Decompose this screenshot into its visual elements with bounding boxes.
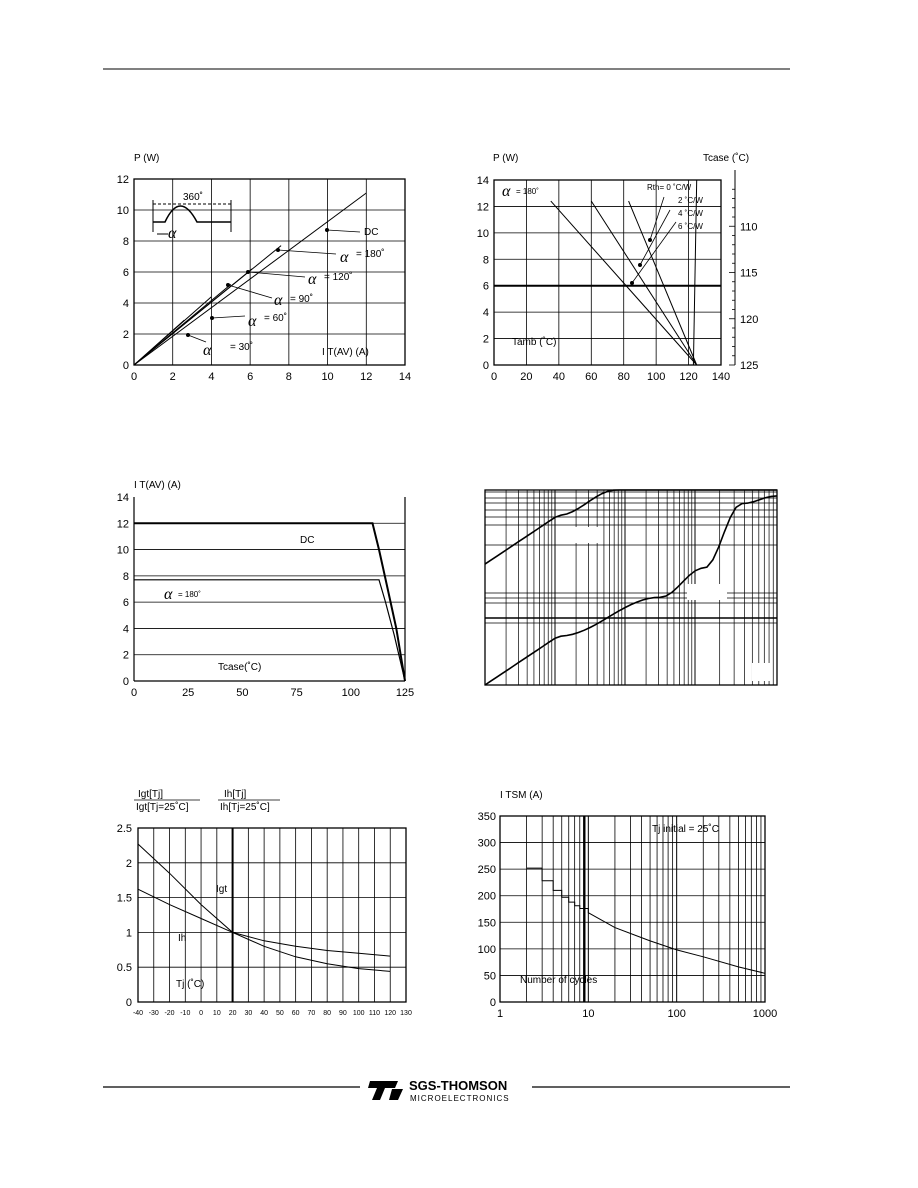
c1-series-line xyxy=(134,284,231,365)
c1-series-line xyxy=(134,320,184,365)
x-tick-label: 100 xyxy=(341,687,360,699)
x-tick-label: 80 xyxy=(617,371,630,383)
y-tick-label: 10 xyxy=(116,205,129,217)
c5-label-igt: Igt xyxy=(216,884,228,895)
y-tick-label: 4 xyxy=(122,298,129,310)
c1-arrow-head xyxy=(186,333,190,337)
y2-tick-label: 110 xyxy=(740,221,758,234)
x-tick-label: 30 xyxy=(244,1010,253,1017)
x-tick-label: 10 xyxy=(212,1010,221,1017)
c1-arrow-head xyxy=(246,270,250,274)
x-tick-label: 12 xyxy=(360,371,373,383)
c5-ylabel-ih: Ih[Tj] xyxy=(224,789,247,800)
c1-alpha-symbol: α xyxy=(308,271,317,288)
y-tick-label: 4 xyxy=(482,307,489,320)
c3-series-line xyxy=(134,580,405,681)
y-tick-label: 12 xyxy=(116,174,129,186)
x-tick-label: 80 xyxy=(323,1010,332,1017)
x-tick-label: 0 xyxy=(130,371,138,383)
c2-leader-line xyxy=(640,210,670,265)
chart-itsm-vs-cycles xyxy=(478,790,778,1020)
x-tick-label: 25 xyxy=(182,687,195,699)
c1-ylabel: P (W) xyxy=(134,153,160,164)
x-tick-label: 1000 xyxy=(752,1008,778,1020)
chart-current-vs-tcase xyxy=(117,480,414,699)
c1-alpha-symbol: α xyxy=(340,249,349,266)
c1-arrow-head xyxy=(210,316,214,320)
x-tick-label: 8 xyxy=(285,371,292,383)
c5-frame xyxy=(138,828,406,1002)
y-tick-label: 50 xyxy=(483,970,496,983)
c2-series-line xyxy=(693,180,696,365)
y-tick-label: 10 xyxy=(116,544,129,557)
x-tick-label: 20 xyxy=(228,1010,237,1017)
x-tick-label: 75 xyxy=(290,687,303,699)
c2-annotation: = 180˚ xyxy=(516,187,539,196)
x-tick-label: 120 xyxy=(679,371,698,383)
y-tick-label: 250 xyxy=(477,864,496,877)
brand-subname: MICROELECTRONICS xyxy=(410,1094,510,1103)
x-tick-label: 40 xyxy=(552,371,565,383)
c1-curve-label: DC xyxy=(364,227,379,238)
c6-annotation: Tj initial = 25˚C xyxy=(652,824,719,835)
c6-series-line xyxy=(527,868,765,973)
c4-series-line xyxy=(485,490,777,564)
c6-xlabel: Number of cycles xyxy=(520,975,598,986)
chart-igt-ih-vs-tj xyxy=(117,789,412,1017)
y-tick-label: 2 xyxy=(482,333,489,346)
y-tick-label: 0.5 xyxy=(116,962,132,975)
y-tick-label: 6 xyxy=(482,280,489,293)
c1-leader-line xyxy=(212,316,245,318)
c1-alpha-symbol: α xyxy=(274,292,283,309)
x-tick-label: -40 xyxy=(132,1010,144,1017)
x-tick-label: 0 xyxy=(199,1010,204,1017)
c1-arrow-head xyxy=(325,228,329,232)
c2-arrow-head xyxy=(630,281,634,285)
x-tick-label: 100 xyxy=(646,371,666,383)
y-tick-label: 300 xyxy=(477,837,496,850)
x-tick-label: 10 xyxy=(321,371,334,383)
c5-label-ih: Ih xyxy=(178,933,187,944)
y-tick-label: 12 xyxy=(116,518,129,531)
y-tick-label: 0 xyxy=(125,997,132,1009)
y-tick-label: 1 xyxy=(125,927,132,940)
st-logo xyxy=(368,1081,403,1100)
x-tick-label: 50 xyxy=(275,1010,284,1017)
c2-xlabel: Tamb (˚C) xyxy=(512,337,557,348)
y-tick-label: 8 xyxy=(482,254,489,267)
y-tick-label: 0 xyxy=(482,360,489,372)
y-tick-label: 200 xyxy=(477,890,496,903)
c3-label-dc: DC xyxy=(300,535,315,546)
x-tick-label: 125 xyxy=(395,687,415,699)
x-tick-label: -20 xyxy=(164,1010,175,1017)
c2-rth-6: 6 ˚C/W xyxy=(678,222,703,231)
x-tick-label: 14 xyxy=(398,371,412,383)
c5-ylabel-igt: Igt[Tj] xyxy=(138,789,164,800)
chart-power-vs-current xyxy=(117,153,411,383)
y-tick-label: 150 xyxy=(477,917,496,930)
y2-tick-label: 120 xyxy=(740,313,759,326)
y-tick-label: 14 xyxy=(116,492,129,504)
y-tick-label: 2 xyxy=(122,649,129,662)
brand-name: SGS-THOMSON xyxy=(409,1078,508,1093)
c2-leader-line xyxy=(632,222,676,283)
x-tick-label: 0 xyxy=(490,371,498,383)
x-tick-label: 4 xyxy=(208,371,215,383)
y-tick-label: 8 xyxy=(122,236,129,248)
y2-tick-label: 115 xyxy=(740,267,758,280)
c2-ylabel: P (W) xyxy=(493,153,519,164)
y-tick-label: 0 xyxy=(489,997,496,1009)
y-tick-label: 1.5 xyxy=(116,892,132,905)
y2-tick-label: 125 xyxy=(740,360,759,372)
c1-waveform-alpha: α xyxy=(168,225,177,242)
c5-ylabel-igt-den: Igt[Tj=25˚C] xyxy=(136,802,189,813)
y-tick-label: 12 xyxy=(476,201,489,214)
c1-leader-line xyxy=(188,335,206,342)
x-tick-label: 0 xyxy=(130,687,138,699)
x-tick-label: 6 xyxy=(247,371,254,383)
c5-ylabel-ih-den: Ih[Tj=25˚C] xyxy=(220,802,270,813)
y-tick-label: 14 xyxy=(476,175,489,187)
c4-redacted-label xyxy=(752,663,772,681)
c1-curve-label: = 30˚ xyxy=(230,342,254,353)
x-tick-label: 50 xyxy=(236,687,249,699)
x-tick-label: -10 xyxy=(180,1010,191,1017)
chart-log-blank-axes xyxy=(485,490,777,685)
c3-label-180: = 180˚ xyxy=(178,590,201,599)
x-tick-label: 60 xyxy=(291,1010,300,1017)
x-tick-label: 110 xyxy=(368,1010,381,1017)
c4-redacted-label xyxy=(557,527,600,543)
x-tick-label: 130 xyxy=(400,1010,412,1017)
x-tick-label: 70 xyxy=(307,1010,316,1017)
c3-xlabel: Tcase(˚C) xyxy=(218,662,262,673)
x-tick-label: 140 xyxy=(711,371,731,383)
x-tick-label: 40 xyxy=(260,1010,269,1017)
x-tick-label: -30 xyxy=(148,1010,159,1017)
c1-curve-label: = 180˚ xyxy=(356,249,385,260)
x-tick-label: 1 xyxy=(496,1008,504,1020)
x-tick-label: 100 xyxy=(352,1010,365,1017)
waveform-inset xyxy=(153,191,231,242)
c1-alpha-symbol: α xyxy=(203,342,212,359)
y-tick-label: 2 xyxy=(125,857,132,870)
c1-arrow-head xyxy=(226,283,230,287)
c5-xlabel: Tj (˚C) xyxy=(176,979,205,990)
y-tick-label: 4 xyxy=(122,623,129,636)
c4-redacted-label xyxy=(687,584,727,600)
y-tick-label: 6 xyxy=(122,267,129,279)
y-tick-label: 2 xyxy=(122,329,129,341)
y-tick-label: 8 xyxy=(122,570,129,583)
y-tick-label: 2.5 xyxy=(116,823,132,835)
y-tick-label: 100 xyxy=(477,943,496,956)
x-tick-label: 100 xyxy=(667,1008,686,1020)
chart-power-vs-ambient xyxy=(477,152,759,383)
c3-label-alpha: α xyxy=(164,586,173,603)
c2-alpha: α xyxy=(502,183,511,200)
c1-leader-line xyxy=(327,230,360,232)
c2-y2label: Tcase (˚C) xyxy=(703,153,750,164)
x-tick-label: 90 xyxy=(339,1010,347,1017)
x-tick-label: 2 xyxy=(169,371,176,383)
c1-xlabel: I T(AV) (A) xyxy=(322,347,369,358)
x-tick-label: 10 xyxy=(582,1008,595,1020)
c2-rth-0: Rth= 0 ˚C/W xyxy=(647,183,692,192)
x-tick-label: 60 xyxy=(585,371,598,383)
c1-arrow-head xyxy=(276,248,280,252)
c1-curve-label: = 120˚ xyxy=(324,272,353,283)
c1-alpha-symbol: α xyxy=(248,313,257,330)
x-tick-label: 20 xyxy=(520,371,533,383)
y-tick-label: 10 xyxy=(476,227,489,240)
c2-arrow-head xyxy=(648,238,652,242)
x-tick-label: 120 xyxy=(384,1010,397,1017)
y-tick-label: 350 xyxy=(477,811,496,823)
c2-rth-2: 2 ˚C/W xyxy=(678,196,703,205)
y-tick-label: 6 xyxy=(122,597,129,610)
c1-waveform-label: 360˚ xyxy=(183,192,204,203)
y-tick-label: 0 xyxy=(122,676,129,688)
c2-arrow-head xyxy=(638,263,642,267)
c1-curve-label: = 90˚ xyxy=(290,294,314,305)
c6-ylabel: I TSM (A) xyxy=(500,790,543,801)
c3-ylabel: I T(AV) (A) xyxy=(134,480,181,491)
c4-series-line xyxy=(485,496,777,685)
c1-curve-label: = 60˚ xyxy=(264,313,288,324)
c2-rth-4: 4 ˚C/W xyxy=(678,209,703,218)
y-tick-label: 0 xyxy=(122,360,129,372)
